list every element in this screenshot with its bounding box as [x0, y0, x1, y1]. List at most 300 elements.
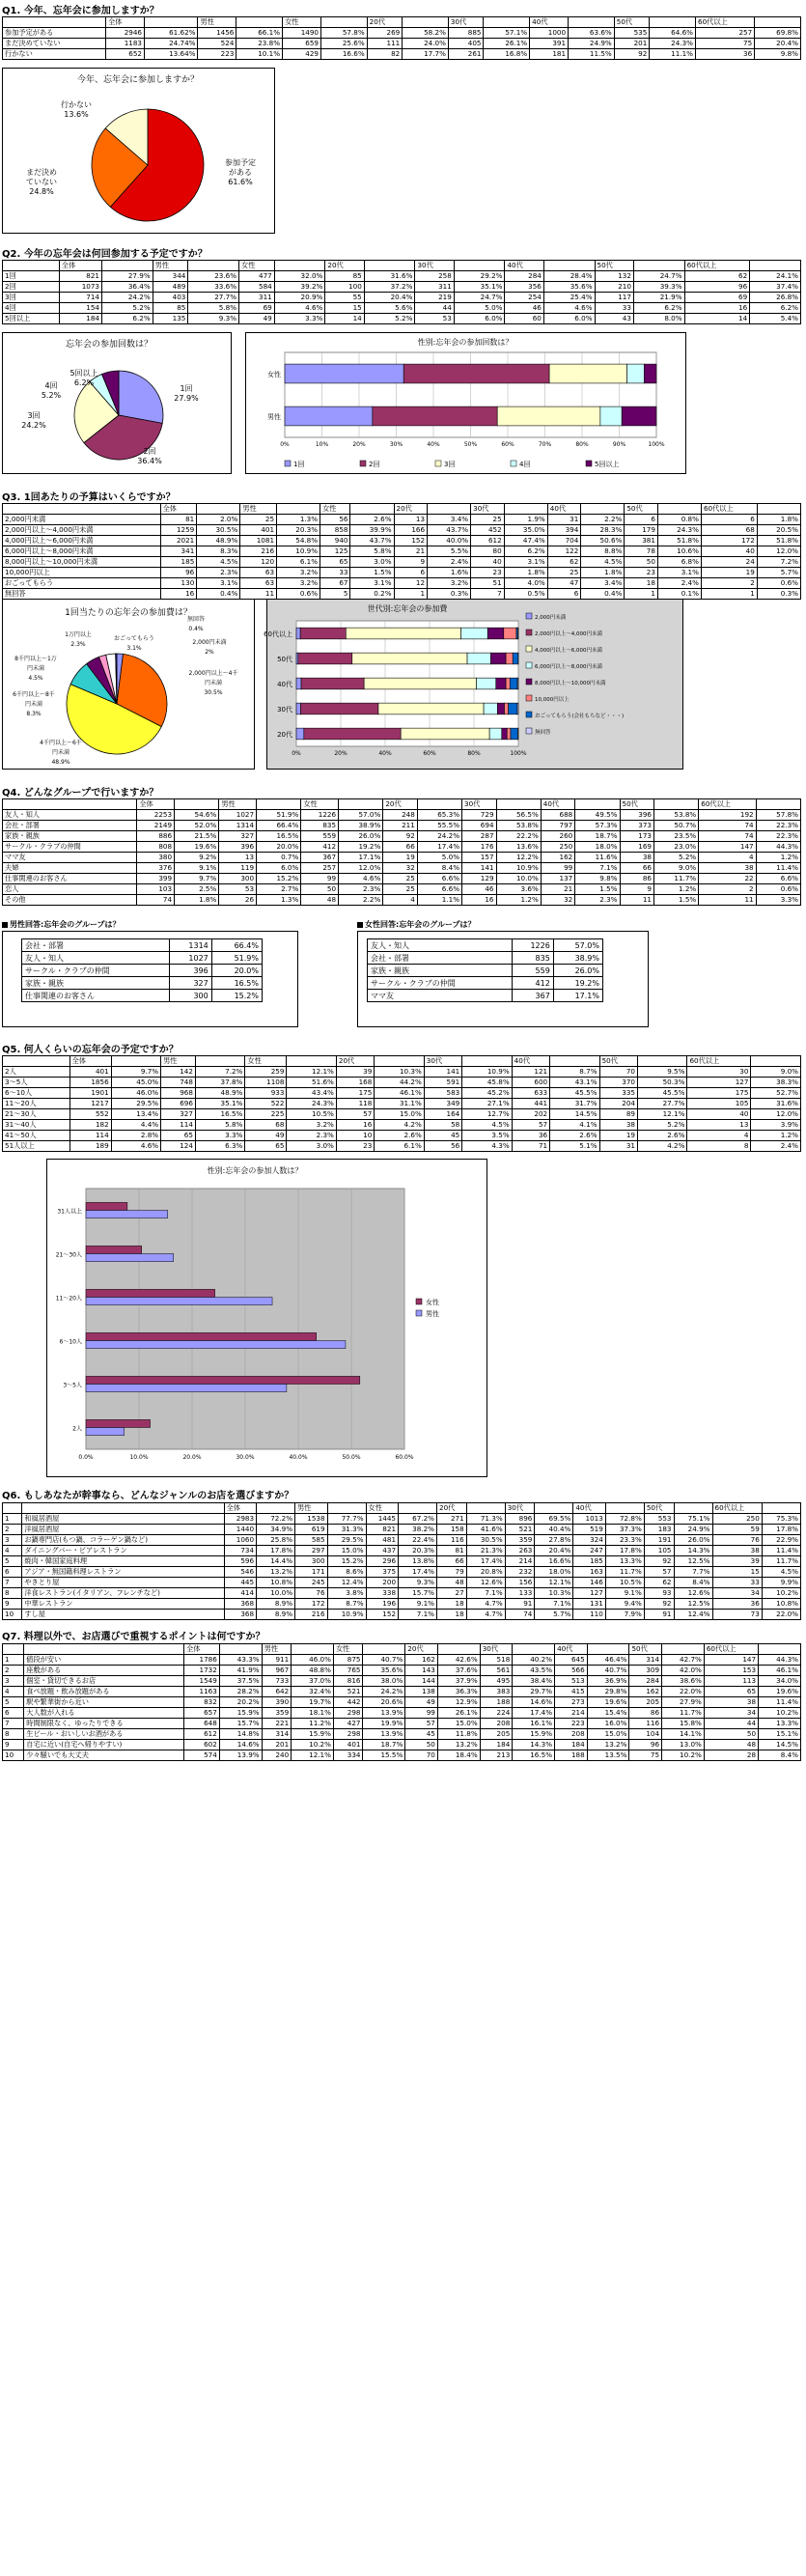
row-label: 41～50人 — [3, 1131, 70, 1141]
row-label: 31～40人 — [3, 1120, 70, 1131]
table-cell: 172 — [701, 536, 757, 546]
table-cell: 75.3% — [762, 1514, 800, 1525]
table-cell: 62 — [684, 271, 750, 282]
table-cell: 11 — [699, 895, 756, 906]
table-cell: 19 — [599, 1131, 637, 1141]
table-cell: 25 — [240, 515, 277, 525]
bar-segment — [484, 703, 497, 714]
table-cell: 22.0% — [762, 1610, 800, 1620]
table-cell: 4.6% — [111, 1141, 160, 1152]
table-cell: 52.0% — [175, 821, 219, 831]
table-row — [3, 874, 801, 884]
table-row — [3, 557, 801, 568]
table-cell: 896 — [505, 1514, 535, 1525]
table-cell: 111 — [367, 39, 403, 49]
table-cell: 7.1% — [535, 1599, 573, 1610]
table-cell: 15 — [325, 303, 364, 314]
table-cell: 1163 — [184, 1687, 220, 1697]
table-cell: 3.2% — [428, 578, 471, 589]
table-cell: 390 — [262, 1697, 292, 1708]
table-cell: 45.0% — [111, 1078, 160, 1088]
table-cell: 10.2% — [662, 1750, 705, 1761]
table-cell: 15.1% — [759, 1729, 801, 1740]
table-cell: 1060 — [224, 1535, 256, 1546]
row-label: 生ビール・おいしいお酒がある — [24, 1729, 184, 1740]
table-cell: 250 — [712, 1514, 762, 1525]
bar-segment — [285, 364, 403, 383]
chart-title: 1回当たりの忘年会の参加費は？ — [65, 608, 192, 618]
table-cell: 12.5% — [674, 1556, 712, 1567]
table-cell: 51.8% — [757, 536, 800, 546]
table-cell: 201 — [262, 1740, 292, 1750]
table-cell: 797 — [541, 821, 574, 831]
legend-swatch — [526, 630, 532, 635]
bar-segment — [517, 678, 518, 689]
table-cell: 257 — [301, 863, 339, 874]
q1-pie-panel — [2, 68, 275, 234]
header-cell — [236, 17, 283, 28]
table-cell: 168 — [336, 1078, 374, 1088]
table-cell: 21 — [394, 546, 428, 557]
table-cell: 821 — [59, 271, 101, 282]
table-cell: 5.4% — [750, 314, 801, 324]
table-cell: 48 — [437, 1578, 467, 1588]
table-cell: 612 — [184, 1729, 220, 1740]
category-label: 女性 — [267, 371, 281, 378]
table-cell: 15.7% — [219, 1719, 262, 1729]
q5-bar-chart — [47, 1160, 486, 1476]
table-cell: 4 — [699, 853, 756, 863]
table-cell: 13.4% — [111, 1109, 160, 1120]
bar-segment — [298, 653, 352, 664]
table-cell: 65 — [320, 557, 350, 568]
row-label: 2,000円未満 — [3, 515, 161, 525]
legend-swatch — [526, 712, 532, 717]
table-cell: 327 — [219, 831, 257, 842]
table-cell: 45 — [405, 1729, 438, 1740]
table-cell: 78 — [625, 546, 658, 557]
header-cell — [756, 799, 800, 810]
q7-title: Q7. 料理以外で、お店選びで重視するポイントは何ですか？ — [2, 1632, 265, 1642]
table-cell: 26.1% — [437, 1708, 480, 1719]
table-cell: 359 — [262, 1708, 292, 1719]
bar-segment — [511, 728, 517, 740]
table-cell: 11.5% — [569, 49, 615, 60]
table-cell: 401 — [333, 1740, 363, 1750]
table-cell: 223 — [555, 1719, 588, 1729]
table-cell: 12.0% — [751, 1109, 801, 1120]
group-value: 19.2% — [553, 977, 602, 990]
table-cell: 91 — [505, 1599, 535, 1610]
table-cell: 2.6% — [550, 1131, 599, 1141]
table-cell: 86 — [629, 1708, 662, 1719]
table-cell: 370 — [599, 1078, 637, 1088]
table-cell: 12.2% — [496, 853, 541, 863]
table-cell: 885 — [448, 28, 484, 39]
table-cell: 394 — [547, 525, 581, 536]
table-cell: 201 — [614, 39, 650, 49]
bar-segment — [517, 628, 518, 639]
table-cell: 232 — [505, 1567, 535, 1578]
table-cell: 57.1% — [484, 28, 530, 39]
table-cell: 1081 — [240, 536, 277, 546]
table-cell: 1.9% — [504, 515, 547, 525]
table-cell: 1000 — [530, 28, 569, 39]
header-cell — [3, 504, 161, 515]
table-row — [3, 525, 801, 536]
table-cell: 25.6% — [320, 39, 367, 49]
list-item — [22, 952, 263, 965]
bar-segment — [549, 364, 626, 383]
bar-segment — [502, 728, 508, 740]
table-row — [3, 884, 801, 895]
table-cell: 163 — [573, 1567, 605, 1578]
table-cell: 748 — [161, 1078, 196, 1088]
q3-title: Q3. 1回あたりの予算はいくらですか？ — [2, 492, 176, 503]
header-cell: 40代 — [555, 1644, 588, 1655]
table-cell: 32.4% — [292, 1687, 334, 1697]
table-row — [3, 271, 801, 282]
table-cell: 612 — [471, 536, 505, 546]
table-cell: 22.3% — [756, 821, 800, 831]
row-label: 1回 — [3, 271, 60, 282]
table-row — [3, 863, 801, 874]
table-cell: 729 — [462, 810, 496, 821]
table-row — [3, 49, 801, 60]
table-cell: 5.2% — [653, 853, 698, 863]
row-label: 10,000円以上 — [3, 568, 161, 578]
table-cell: 9 — [620, 884, 653, 895]
table-cell: 16.5% — [257, 831, 301, 842]
table-cell: 821 — [366, 1525, 398, 1535]
table-row — [3, 831, 801, 842]
table-cell: 44 — [415, 303, 454, 314]
table-cell: 335 — [599, 1088, 637, 1099]
row-label: 7 — [3, 1719, 24, 1729]
table-cell: 8.9% — [257, 1610, 295, 1620]
header-cell: 全体 — [59, 261, 101, 271]
table-cell: 1.2% — [756, 853, 800, 863]
bar-segment — [304, 728, 401, 740]
legend-swatch — [511, 461, 516, 466]
table-cell: 18.4% — [437, 1750, 480, 1761]
table-cell: 44.2% — [375, 1078, 424, 1088]
slice-label: 8千円以上～1万 — [14, 656, 57, 662]
table-cell: 4.5% — [462, 1120, 512, 1131]
table-cell: 34 — [704, 1708, 758, 1719]
table-cell: 247 — [573, 1546, 605, 1556]
table-cell: 34.0% — [759, 1676, 801, 1687]
table-cell: 183 — [644, 1525, 674, 1535]
table-cell: 808 — [137, 842, 175, 853]
table-cell: 14.3% — [513, 1740, 555, 1750]
chart-title: 世代別:忘年会の参加費 — [367, 604, 448, 613]
bar-segment — [296, 678, 301, 689]
group-value: 17.1% — [553, 990, 602, 1002]
table-cell: 204 — [599, 1099, 637, 1109]
table-cell: 38.2% — [399, 1525, 437, 1535]
table-cell: 7.9% — [605, 1610, 644, 1620]
header-cell: 40代 — [512, 1056, 549, 1067]
table-cell: 4.2% — [638, 1141, 687, 1152]
table-row — [3, 314, 801, 324]
header-cell — [587, 1644, 629, 1655]
table-cell: 22.9% — [762, 1535, 800, 1546]
table-cell: 5.0% — [417, 853, 461, 863]
table-cell: 368 — [224, 1599, 256, 1610]
table-cell: 583 — [424, 1088, 461, 1099]
table-cell: 116 — [437, 1535, 467, 1546]
table-cell: 9.9% — [762, 1578, 800, 1588]
table-cell: 9 — [394, 557, 428, 568]
table-cell: 427 — [333, 1719, 363, 1729]
table-cell: 27.9% — [102, 271, 153, 282]
header-cell — [484, 17, 530, 28]
table-cell: 2.5% — [175, 884, 219, 895]
table-cell: 273 — [555, 1697, 588, 1708]
header-cell — [657, 504, 701, 515]
header-cell: 女性 — [239, 261, 275, 271]
table-cell: 69 — [684, 293, 750, 303]
table-cell: 1.8% — [757, 515, 800, 525]
table-cell: 75 — [629, 1750, 662, 1761]
table-cell: 9.4% — [605, 1599, 644, 1610]
row-label: 座敷がある — [24, 1666, 184, 1676]
header-cell — [197, 504, 240, 515]
table-row — [3, 1099, 801, 1109]
row-label: 恋人 — [3, 884, 137, 895]
table-cell: 14.6% — [219, 1740, 262, 1750]
q3-bar-chart — [264, 600, 682, 769]
chart-title: 今年、忘年会に参加しますか？ — [76, 75, 200, 85]
table-cell: 11 — [620, 895, 653, 906]
slice-label: 2回 — [143, 447, 156, 456]
table-cell: 23.0% — [653, 842, 698, 853]
table-cell: 92 — [644, 1556, 674, 1567]
row-label: 焼肉・韓国家庭料理 — [22, 1556, 224, 1567]
table-cell: 31.3% — [327, 1525, 366, 1535]
header-cell — [24, 1644, 184, 1655]
table-cell: 4.4% — [111, 1120, 160, 1131]
table-cell: 22.4% — [399, 1535, 437, 1546]
header-cell — [428, 504, 471, 515]
table-cell: 6.2% — [504, 546, 547, 557]
table-cell: 3.4% — [581, 578, 625, 589]
table-cell: 74 — [137, 895, 175, 906]
legend-label: 2回 — [369, 461, 380, 468]
tick-label: 20% — [352, 441, 366, 448]
list-item — [368, 965, 603, 977]
table-cell: 11.7% — [653, 874, 698, 884]
table-cell: 135 — [153, 314, 188, 324]
table-cell: 57 — [512, 1120, 549, 1131]
header-cell: 30代 — [415, 261, 454, 271]
table-row — [3, 1610, 801, 1620]
table-row — [3, 1578, 801, 1588]
table-cell: 205 — [480, 1729, 513, 1740]
table-cell: 46 — [505, 303, 543, 314]
group-value: 396 — [169, 965, 211, 977]
table-cell: 21 — [541, 884, 574, 895]
table-cell: 26.1% — [484, 39, 530, 49]
group-value: 559 — [512, 965, 553, 977]
table-cell: 1456 — [198, 28, 236, 39]
table-cell: 648 — [184, 1719, 220, 1729]
slice-label: まだ決め — [26, 168, 57, 177]
bar-segment — [403, 364, 549, 383]
table-cell: 27.8% — [535, 1535, 573, 1546]
table-cell: 68 — [245, 1120, 287, 1131]
table-cell: 49 — [245, 1131, 287, 1141]
table-cell: 9.3% — [399, 1578, 437, 1588]
category-label: 男性 — [267, 413, 281, 421]
table-cell: 4.3% — [462, 1141, 512, 1152]
table-cell: 452 — [471, 525, 505, 536]
table-cell: 46.1% — [759, 1666, 801, 1676]
chart-title: 性別:忘年会の参加回数は？ — [417, 338, 514, 347]
header-cell — [662, 1644, 705, 1655]
table-cell: 19.7% — [292, 1697, 334, 1708]
table-cell: 28 — [704, 1750, 758, 1761]
table-cell: 6.6% — [417, 884, 461, 895]
table-cell: 7.1% — [466, 1588, 505, 1599]
bar-segment — [506, 653, 513, 664]
list-item — [22, 977, 263, 990]
table-cell: 113 — [704, 1676, 758, 1687]
table-cell: 15.9% — [219, 1708, 262, 1719]
header-cell: 30代 — [424, 1056, 461, 1067]
slice-label: 0.4% — [188, 626, 204, 632]
table-cell: 15 — [712, 1567, 762, 1578]
header-cell — [274, 261, 325, 271]
table-cell: 284 — [505, 271, 543, 282]
bar-segment — [296, 728, 304, 740]
bar — [86, 1419, 151, 1427]
table-cell: 21.3% — [466, 1546, 505, 1556]
slice-label: 円未満 — [204, 680, 223, 686]
header-cell — [277, 504, 320, 515]
bar-segment — [364, 678, 476, 689]
table-cell: 32 — [541, 895, 574, 906]
table-cell: 46.1% — [375, 1088, 424, 1099]
table-cell: 297 — [295, 1546, 327, 1556]
table-cell: 24.7% — [454, 293, 505, 303]
row-label: 6 — [3, 1708, 24, 1719]
q1-header-row — [3, 17, 801, 28]
table-row — [3, 1067, 801, 1078]
table-cell: 600 — [512, 1078, 549, 1088]
header-cell: 全体 — [184, 1644, 220, 1655]
header-cell — [462, 1056, 512, 1067]
header-cell: 40代 — [573, 1503, 605, 1514]
table-cell: 17.4% — [417, 842, 461, 853]
table-cell: 338 — [366, 1588, 398, 1599]
q6-table — [2, 1502, 801, 1620]
table-cell: 3.1% — [197, 578, 240, 589]
table-cell: 57.0% — [339, 810, 383, 821]
table-cell: 933 — [245, 1088, 287, 1099]
header-cell: 40代 — [505, 261, 543, 271]
header-cell — [195, 1056, 244, 1067]
table-cell: 12.6% — [466, 1578, 505, 1588]
header-cell — [466, 1503, 505, 1514]
table-cell: 65 — [704, 1687, 758, 1697]
table-cell: 704 — [547, 536, 581, 546]
table-cell: 15.4% — [587, 1708, 629, 1719]
row-label: 洋食レストラン(イタリアン、フレンチなど) — [22, 1588, 224, 1599]
table-cell: 20.5% — [757, 525, 800, 536]
table-cell: 3.5% — [462, 1131, 512, 1141]
tick-label: 80% — [575, 441, 589, 448]
table-cell: 584 — [239, 282, 275, 293]
table-cell: 535 — [614, 28, 650, 39]
header-cell — [257, 1503, 295, 1514]
bar — [86, 1341, 346, 1349]
group-value: 1027 — [169, 952, 211, 965]
table-row — [3, 1514, 801, 1525]
table-cell: 73 — [712, 1610, 762, 1620]
table-cell: 156 — [505, 1578, 535, 1588]
group-label: ママ友 — [368, 990, 513, 1002]
table-cell: 13.9% — [363, 1729, 405, 1740]
table-cell: 45 — [424, 1131, 461, 1141]
table-cell: 141 — [424, 1067, 461, 1078]
table-cell: 1.3% — [277, 515, 320, 525]
q4-male-title: 男性回答:忘年会のグループは？ — [2, 919, 121, 930]
table-cell: 37.6% — [437, 1666, 480, 1676]
tick-label: 20% — [334, 750, 347, 757]
table-cell: 250 — [541, 842, 574, 853]
header-cell — [437, 1644, 480, 1655]
table-cell: 16 — [336, 1120, 374, 1131]
header-cell — [111, 1056, 160, 1067]
bar — [86, 1211, 168, 1218]
table-cell: 2.7% — [257, 884, 301, 895]
table-cell: 1901 — [69, 1088, 111, 1099]
table-cell: 6.8% — [657, 557, 701, 568]
row-label: 中華レストラン — [22, 1599, 224, 1610]
table-cell: 1027 — [219, 810, 257, 821]
header-cell — [417, 799, 461, 810]
table-cell: 74 — [699, 831, 756, 842]
header-cell: 60代以上 — [696, 17, 755, 28]
table-cell: 9.0% — [653, 863, 698, 874]
table-cell: 169 — [620, 842, 653, 853]
table-cell: 20.4% — [755, 39, 801, 49]
table-cell: 835 — [301, 821, 339, 831]
table-cell: 15.0% — [327, 1546, 366, 1556]
table-cell: 3.2% — [277, 578, 320, 589]
table-row — [3, 1120, 801, 1131]
table-cell: 81 — [437, 1546, 467, 1556]
bar-segment — [517, 703, 518, 714]
table-cell: 311 — [239, 293, 275, 303]
table-cell: 261 — [448, 49, 484, 60]
table-cell: 40.0% — [428, 536, 471, 546]
table-cell: 34 — [712, 1588, 762, 1599]
slice-label: 2,000円以上～4千 — [188, 670, 238, 677]
table-row — [3, 1729, 801, 1740]
table-cell: 40.7% — [363, 1655, 405, 1666]
table-cell: 260 — [541, 831, 574, 842]
table-cell: 42.7% — [662, 1655, 705, 1666]
table-cell: 13 — [687, 1120, 751, 1131]
row-label: 値段が安い — [24, 1655, 184, 1666]
table-cell: 5.5% — [428, 546, 471, 557]
table-cell: 376 — [137, 863, 175, 874]
table-cell: 2.3% — [339, 884, 383, 895]
table-cell: 142 — [161, 1067, 196, 1078]
